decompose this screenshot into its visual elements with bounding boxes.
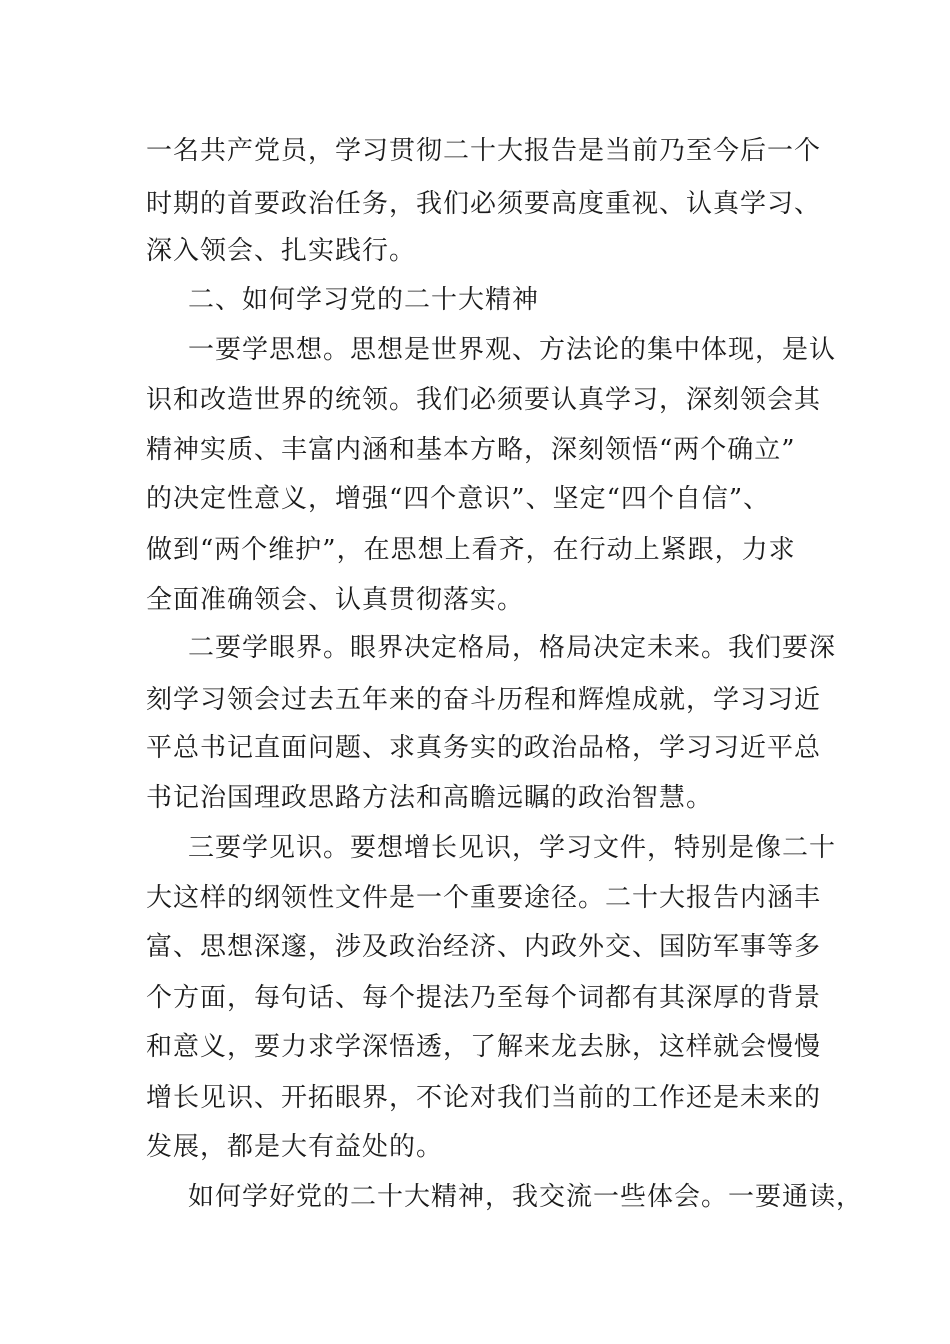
text-line: 做到“两个维护”，在思想上看齐，在行动上紧跟，力求 xyxy=(146,535,796,565)
text-line: 的决定性意义，增强“四个意识”、坚定“四个自信”、 xyxy=(146,484,771,514)
text-line: 一要学思想。思想是世界观、方法论的集中体现，是认 xyxy=(188,335,837,365)
text-line: 时期的首要政治任务，我们必须要高度重视、认真学习、 xyxy=(146,189,822,219)
text-line: 一名共产党员，学习贯彻二十大报告是当前乃至今后一个 xyxy=(146,136,822,166)
text-line: 大这样的纲领性文件是一个重要途径。二十大报告内涵丰 xyxy=(146,883,822,913)
text-line: 平总书记直面问题、求真务实的政治品格，学习习近平总 xyxy=(146,733,822,763)
text-line: 精神实质、丰富内涵和基本方略，深刻领悟“两个确立” xyxy=(146,435,796,465)
text-line: 发展，都是大有益处的。 xyxy=(146,1132,444,1162)
text-line: 识和改造世界的统领。我们必须要认真学习，深刻领会其 xyxy=(146,385,822,415)
text-line: 增长见识、开拓眼界，不论对我们当前的工作还是未来的 xyxy=(146,1083,822,1113)
text-line: 和意义，要力求学深悟透，了解来龙去脉，这样就会慢慢 xyxy=(146,1032,822,1062)
text-line: 个方面，每句话、每个提法乃至每个词都有其深厚的背景 xyxy=(146,983,822,1013)
text-line: 全面准确领会、认真贯彻落实。 xyxy=(146,585,525,615)
text-line: 如何学好党的二十大精神，我交流一些体会。一要通读， xyxy=(188,1182,864,1212)
text-line: 三要学见识。要想增长见识，学习文件，特别是像二十 xyxy=(188,833,837,863)
text-line: 深入领会、扎实践行。 xyxy=(146,236,417,266)
text-line: 刻学习领会过去五年来的奋斗历程和辉煌成就，学习习近 xyxy=(146,685,822,715)
section-heading: 二、如何学习党的二十大精神 xyxy=(188,285,540,315)
text-line: 书记治国理政思路方法和高瞻远瞩的政治智慧。 xyxy=(146,783,714,813)
text-line: 富、思想深邃，涉及政治经济、内政外交、国防军事等多 xyxy=(146,932,822,962)
text-line: 二要学眼界。眼界决定格局，格局决定未来。我们要深 xyxy=(188,633,837,663)
